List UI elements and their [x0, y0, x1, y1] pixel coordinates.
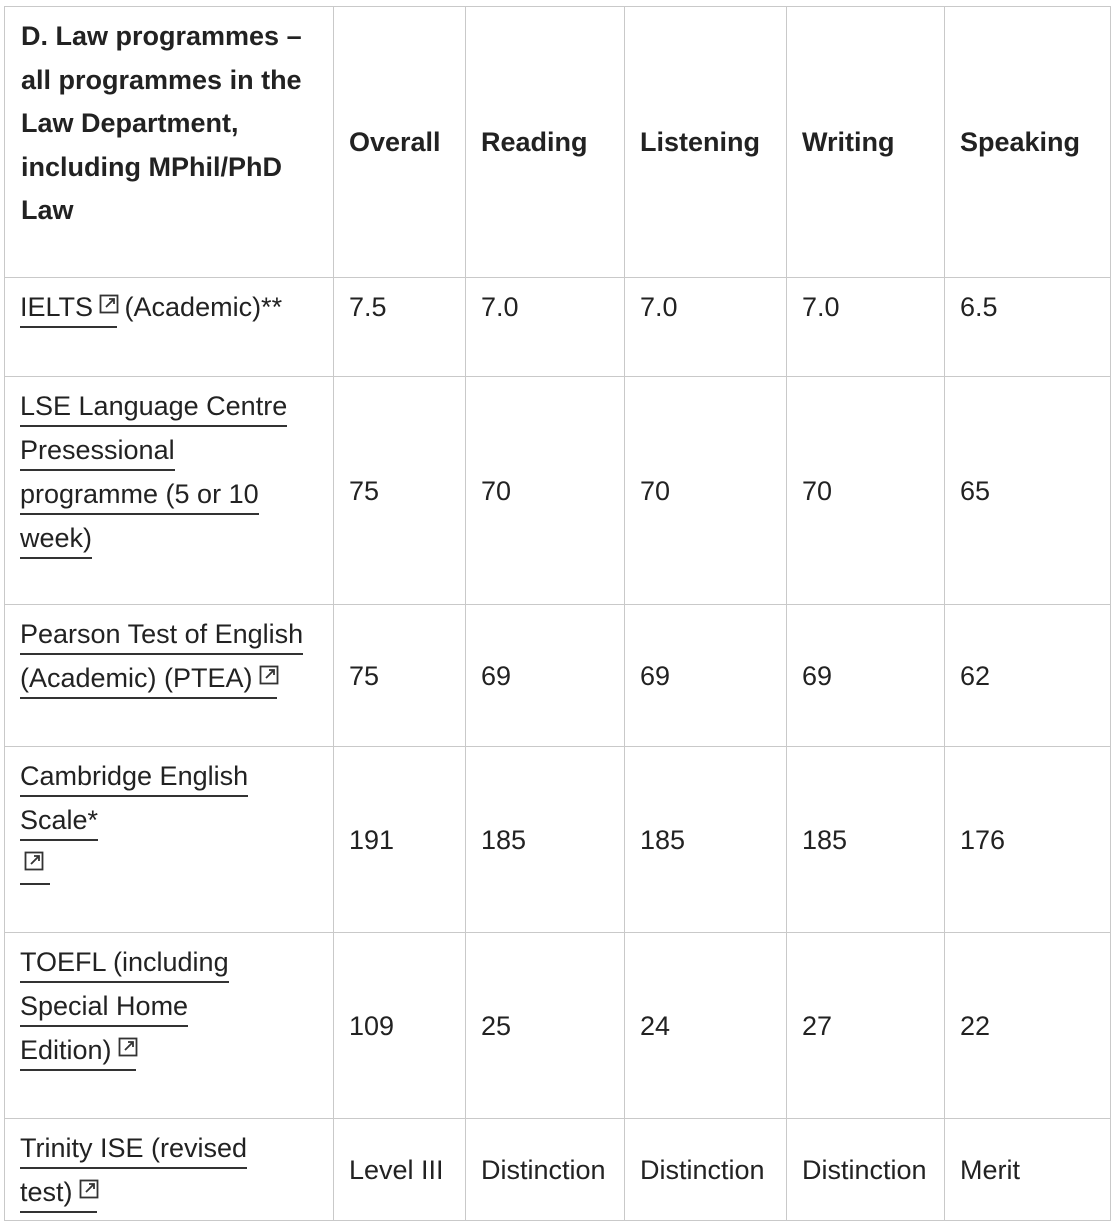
listening-cell: 24: [625, 933, 787, 1119]
overall-cell: 75: [334, 377, 466, 605]
test-name-cell: [5, 377, 334, 605]
speaking-cell: 62: [945, 605, 1111, 747]
table-row: [5, 747, 1111, 933]
trinity-ise-link[interactable]: Trinity ISE (revised test): [20, 1133, 247, 1213]
test-name-cell: [5, 933, 334, 1119]
column-header-writing: Writing: [787, 7, 945, 278]
external-link-icon: [79, 1181, 97, 1199]
speaking-cell: 176: [945, 747, 1111, 933]
test-name-cell: [5, 605, 334, 747]
external-link-icon: [24, 853, 42, 871]
pearson-test-link[interactable]: Pearson Test of English (Academic) (PTEA): [20, 619, 303, 699]
header-row: [5, 7, 1111, 278]
column-header-listening: Listening: [625, 7, 787, 278]
column-header-overall: Overall: [334, 7, 466, 278]
writing-cell: 7.0: [787, 278, 945, 377]
writing-cell: 27: [787, 933, 945, 1119]
test-name-cell: [5, 1119, 334, 1221]
overall-cell: Level III: [334, 1119, 466, 1221]
listening-cell: 7.0: [625, 278, 787, 377]
listening-cell: 70: [625, 377, 787, 605]
writing-cell: 185: [787, 747, 945, 933]
requirements-table: [4, 6, 1111, 1221]
writing-cell: 69: [787, 605, 945, 747]
listening-cell: 69: [625, 605, 787, 747]
column-header-speaking: Speaking: [945, 7, 1111, 278]
table-row: [5, 1119, 1111, 1221]
external-link-icon: [259, 667, 277, 685]
column-header-reading: Reading: [466, 7, 625, 278]
table-row: [5, 278, 1111, 377]
reading-cell: 69: [466, 605, 625, 747]
table-row: [5, 377, 1111, 605]
speaking-cell: 65: [945, 377, 1111, 605]
listening-cell: Distinction: [625, 1119, 787, 1221]
reading-cell: 7.0: [466, 278, 625, 377]
cambridge-english-scale-link[interactable]: Cambridge English Scale*: [20, 761, 248, 885]
table-row: [5, 933, 1111, 1119]
external-link-icon: [99, 296, 117, 314]
speaking-cell: Merit: [945, 1119, 1111, 1221]
overall-cell: 7.5: [334, 278, 466, 377]
reading-cell: 25: [466, 933, 625, 1119]
test-name-cell: [5, 278, 334, 377]
ielts-suffix: (Academic)**: [117, 292, 283, 322]
ielts-link[interactable]: IELTS: [20, 292, 117, 328]
toefl-link[interactable]: TOEFL (including Special Home Edition): [20, 947, 229, 1071]
test-name-cell: [5, 747, 334, 933]
speaking-cell: 22: [945, 933, 1111, 1119]
listening-cell: 185: [625, 747, 787, 933]
reading-cell: Distinction: [466, 1119, 625, 1221]
overall-cell: 191: [334, 747, 466, 933]
overall-cell: 109: [334, 933, 466, 1119]
reading-cell: 70: [466, 377, 625, 605]
table-title: D. Law programmes – all programmes in the Law Department, including MPhil/PhD Law: [5, 7, 334, 278]
external-link-icon: [118, 1039, 136, 1057]
speaking-cell: 6.5: [945, 278, 1111, 377]
reading-cell: 185: [466, 747, 625, 933]
writing-cell: 70: [787, 377, 945, 605]
writing-cell: Distinction: [787, 1119, 945, 1221]
overall-cell: 75: [334, 605, 466, 747]
table-row: [5, 605, 1111, 747]
lse-language-centre-link[interactable]: LSE Language Centre Presessional programme (5 or 10 week): [20, 391, 287, 559]
